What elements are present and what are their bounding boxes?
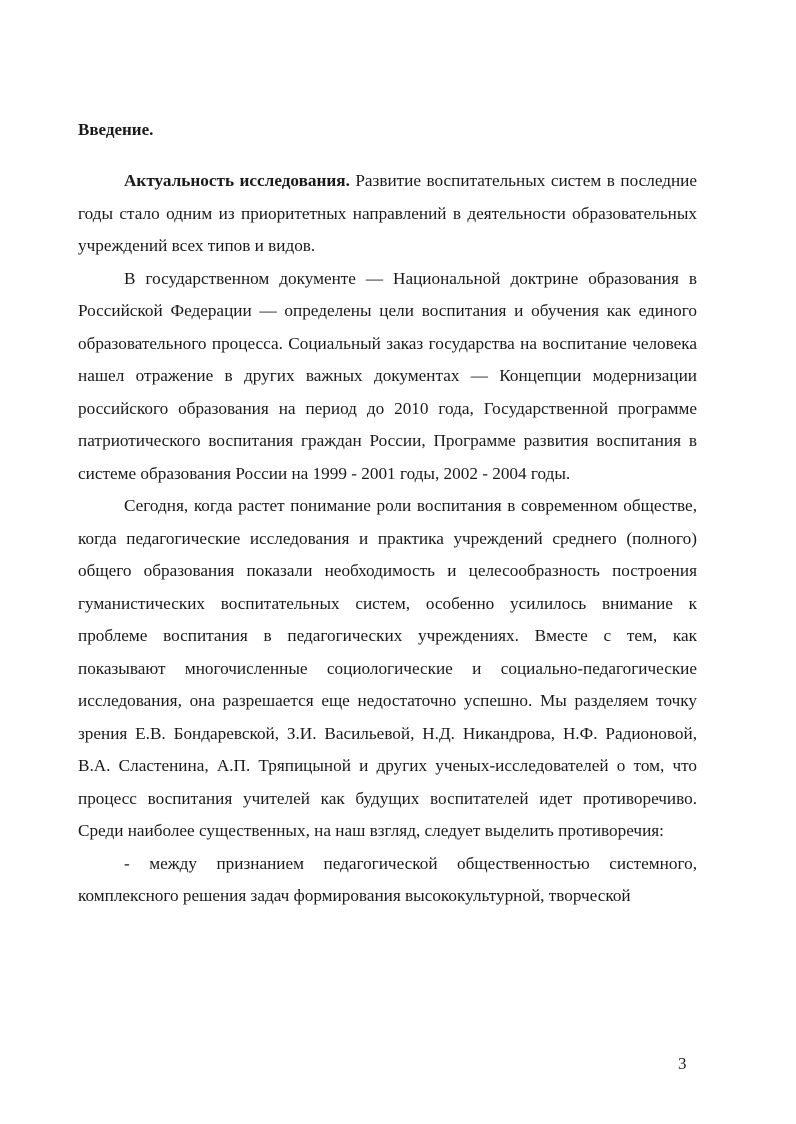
paragraph-today xyxy=(78,490,697,848)
paragraph-text: Развитие воспитательных систем в последние годы стало одним из приоритетных направлений в деятельности образовательных учреждений всех типов и видов. xyxy=(78,171,698,255)
paragraph-text: Сегодня, когда растет понимание роли воспитания в современном обществе, когда педагогические исследования и практика учреждений среднего (полного) общего образования показали необходимость и целесообразность построения гуманистических воспитательных систем, особенно усилилось внимание к проблеме воспитания в педагогических учреждениях. Вместе с тем, как показывают многочисленные социологические и социально-педагогические исследования, она разрешается еще недостаточно успешно. Мы разделяем точку зрения Е.В. Бондаревской, З.И. Васильевой, Н.Д. Никандрова, Н.Ф. Радионовой, В.А. Сластенина, А.П. Тряпицыной и других ученых-исследователей о том, что процесс воспитания учителей как будущих воспитателей идет противоречиво. Среди наиболее существенных, на наш взгляд, следует выделить противоречия: xyxy=(78,496,697,840)
page-body xyxy=(78,120,697,913)
paragraph-relevance xyxy=(78,165,697,263)
section-heading: Введение. xyxy=(78,120,154,139)
paragraph-state-document xyxy=(78,263,697,491)
page-number: 3 xyxy=(678,1054,687,1073)
paragraph-text: В государственном документе — Национальной доктрине образования в Российской Федерации — определены цели воспитания и обучения как единого образовательного процесса. Социальный заказ государства на воспитание человека нашел отражение в других важных документах — Концепции модернизации российского образования на период до 2010 года, Государственной программе патриотического воспитания граждан России, Программе развития воспитания в системе образования России на 1999 - 2001 годы, 2002 - 2004 годы. xyxy=(78,268,697,483)
paragraph-text: - между признанием педагогической общественностью системного, комплексного решения задач формирования высококультурной, творческой xyxy=(78,853,697,905)
paragraph-contradiction-item xyxy=(78,848,697,913)
paragraph-lead: Актуальность исследования. xyxy=(124,171,350,190)
